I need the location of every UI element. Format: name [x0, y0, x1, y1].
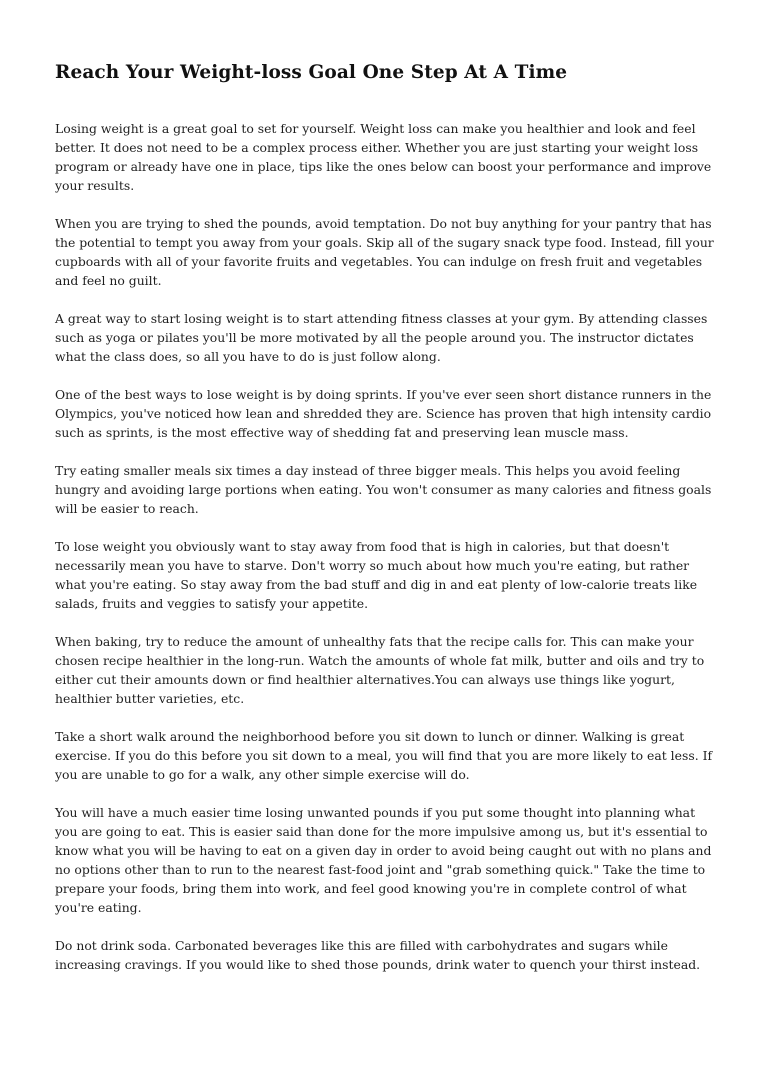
- paragraph-4: One of the best ways to lose weight is by doing sprints. If you've ever seen short distance runners in the Olympics, you've noticed how lean and shredded they are. Science has proven that high intensity cardio such as sprints, is the most effective way of shedding fat and preserving lean muscle mass.: [55, 387, 712, 440]
- paragraph-10: Do not drink soda. Carbonated beverages like this are filled with carbohydrates and sugars while increasing cravings. If you would like to shed those pounds, drink water to quench your thirst instead.: [55, 938, 701, 972]
- document-page: [55, 60, 717, 993]
- paragraph-6: To lose weight you obviously want to stay away from food that is high in calories, but that doesn't necessarily mean you have to starve. Don't worry so much about how much you're eating, but rather what you're eating. So stay away from the bad stuff and dig in and eat plenty of low-calorie treats like salads, fruits and veggies to satisfy your appetite.: [55, 539, 698, 611]
- paragraph-1: Losing weight is a great goal to set for yourself. Weight loss can make you healthier and look and feel better. It does not need to be a complex process either. Whether you are just starting your weight loss program or already have one in place, tips like the ones below can boost your performance and improve your results.: [55, 121, 712, 193]
- paragraph-7: When baking, try to reduce the amount of unhealthy fats that the recipe calls for. This can make your chosen recipe healthier in the long-run. Watch the amounts of whole fat milk, butter and oils and try to either cut their amounts down or find healthier alternatives.You can always use things like yogurt, healthier butter varieties, etc.: [55, 634, 705, 706]
- paragraph-3: A great way to start losing weight is to start attending fitness classes at your gym. By attending classes such as yoga or pilates you'll be more motivated by all the people around you. The instructor dictates what the class does, so all you have to do is just follow along.: [55, 311, 708, 364]
- paragraph-5: Try eating smaller meals six times a day instead of three bigger meals. This helps you avoid feeling hungry and avoiding large portions when eating. You won't consumer as many calories and fitness goals will be easier to reach.: [55, 463, 712, 516]
- paragraph-2: When you are trying to shed the pounds, avoid temptation. Do not buy anything for your pantry that has the potential to tempt you away from your goals. Skip all of the sugary snack type food. Instead, fill your cupboards with all of your favorite fruits and vegetables. You can indulge on fresh fruit and vegetables and feel no guilt.: [55, 216, 714, 288]
- paragraph-8: Take a short walk around the neighborhood before you sit down to lunch or dinner. Walking is great exercise. If you do this before you sit down to a meal, you will find that you are more likely to eat less. If you are unable to go for a walk, any other simple exercise will do.: [55, 729, 713, 782]
- document-title: Reach Your Weight-loss Goal One Step At A Time: [55, 62, 568, 83]
- paragraph-9: You will have a much easier time losing unwanted pounds if you put some thought into planning what you are going to eat. This is easier said than done for the more impulsive among us, but it's essential to know what you will be having to eat on a given day in order to avoid being caught out with no plans and no options other than to run to the nearest fast-food joint and "grab something quick." Take the time to prepare your foods, bring them into work, and feel good knowing you're in complete control of what you're eating.: [55, 805, 712, 915]
